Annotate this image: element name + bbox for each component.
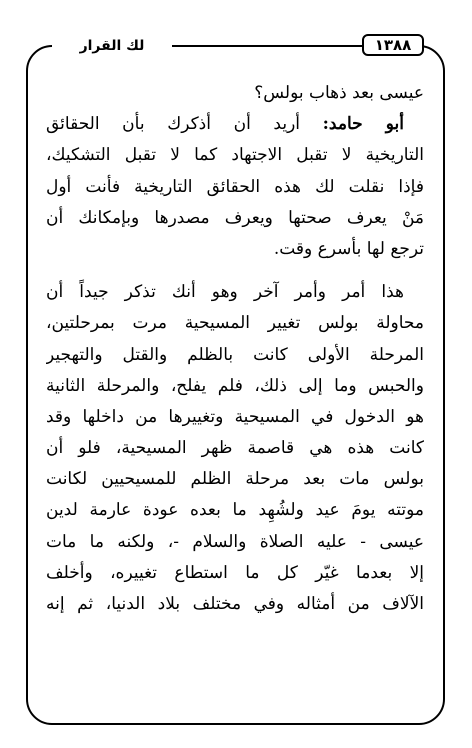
speaker-name: أبو حامد:	[322, 114, 405, 135]
text-line: محاولة بولس تغيير المسيحية مرت بمرحلتين،	[46, 313, 424, 334]
text-line: والحبس وما إلى ذلك، فلم يفلح، والمرحلة الثانية	[46, 375, 424, 396]
text-line: التاريخية لا تقبل الاجتهاد كما لا تقبل التشكيك،	[46, 145, 424, 166]
text-line: بولس مات بعد مرحلة الظلم للمسيحيين لكانت	[46, 469, 424, 490]
text-line: فإذا نقلت لك هذه الحقائق التاريخية فأنت أول	[46, 176, 424, 197]
paragraph-gap	[46, 265, 424, 277]
text-line: الآلاف من أمثاله وفي مختلف بلاد الدنيا، ثم إنه	[46, 594, 424, 614]
text-line: هو الدخول في المسيحية وتغييرها من داخلها وقد	[46, 406, 424, 427]
text-line: كانت هذه هي قاصمة ظهر المسيحية، فلو أن	[46, 438, 424, 459]
text-line: المرحلة الأولى كانت بالظلم والقتل والتهجير	[46, 344, 424, 365]
text-line: عيسى بعد ذهاب بولس؟	[254, 83, 424, 103]
text-line: ترجع لها بأسرع وقت.	[273, 238, 424, 259]
text-line: مَنْ يعرف صحتها ويعرف مصدرها وبإمكانك أن	[46, 207, 424, 228]
text-line: هذا أمر وأمر آخر وهو أنك تذكر جيداً أن	[46, 282, 404, 303]
body-text	[46, 78, 424, 620]
text-line: إلا بعدما غيّر كل ما استطاع تغييره، وأخلف	[46, 562, 424, 583]
running-header-title: لك القرار	[52, 36, 172, 56]
text-line: عيسى - عليه الصلاة والسلام -، ولكنه ما مات	[46, 531, 424, 552]
text-line: موتته يومَ عيد ولشُهِد ما بعده عودة عارمة لدين	[46, 500, 424, 521]
text-line	[46, 109, 424, 140]
text-span: أريد أن أذكرك بأن الحقائق	[46, 114, 301, 135]
page-number: ١٣٨٨	[362, 34, 424, 56]
